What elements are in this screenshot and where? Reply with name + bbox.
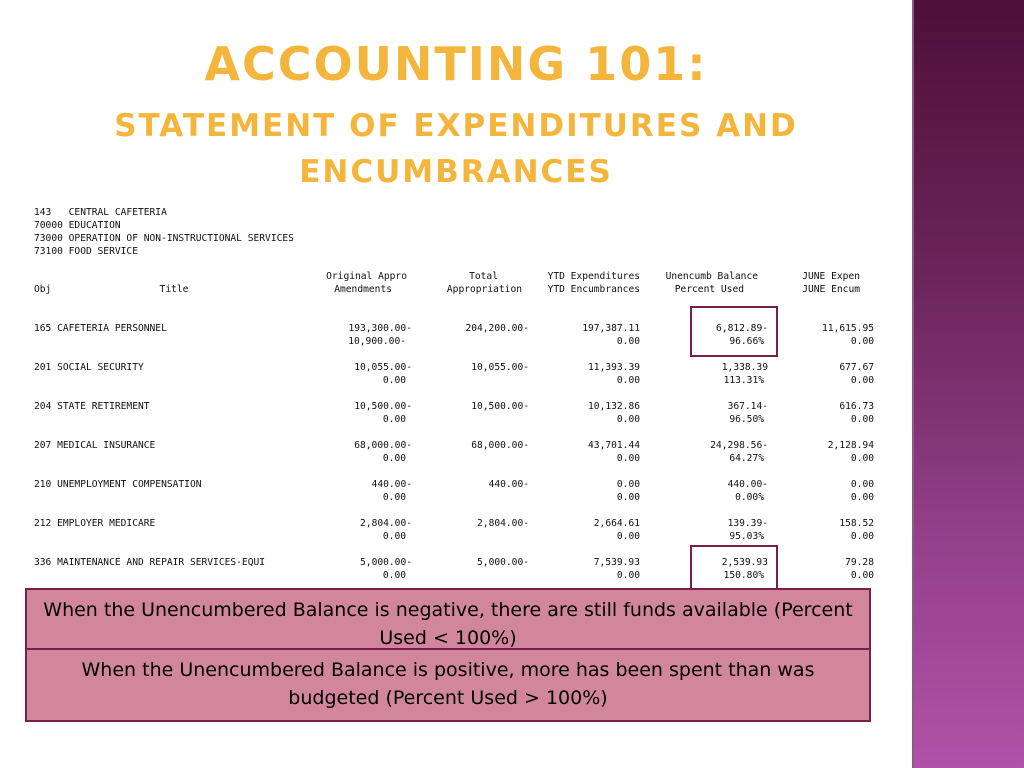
row-original: 5,000.00- [360, 557, 412, 568]
row-june-exp: 0.00 [850, 479, 874, 490]
column-header-percent-used: Percent Used [674, 284, 744, 295]
row-amendment: 0.00 [382, 453, 406, 464]
row-total: 10,500.00- [471, 401, 529, 412]
report-header-line: 73100 FOOD SERVICE [34, 246, 138, 257]
row-june-exp: 616.73 [839, 401, 874, 412]
row-total: 68,000.00- [471, 440, 529, 451]
column-header-obj: Obj [34, 284, 52, 295]
row-percent-used: 0.00% [735, 492, 764, 503]
row-obj-title: 212 EMPLOYER MEDICARE [34, 518, 156, 529]
row-total: 204,200.00- [465, 323, 529, 334]
row-obj-title: 336 MAINTENANCE AND REPAIR SERVICES-EQUI [34, 557, 266, 568]
callout-negative-balance: When the Unencumbered Balance is negative, there are still funds available (Percent Used < 100%) [25, 588, 871, 650]
row-amendment: 0.00 [382, 492, 406, 503]
row-ytd-enc: 0.00 [616, 453, 640, 464]
row-balance: 24,298.56- [710, 440, 768, 451]
row-june-enc: 0.00 [850, 336, 874, 347]
slide-title: ACCOUNTING 101: [204, 37, 708, 91]
row-original: 10,500.00- [354, 401, 412, 412]
row-original: 193,300.00- [348, 323, 412, 334]
row-june-exp: 158.52 [839, 518, 874, 529]
row-june-enc: 0.00 [850, 453, 874, 464]
row-balance: 440.00- [727, 479, 768, 490]
row-june-enc: 0.00 [850, 492, 874, 503]
column-header-appropriation: Appropriation [446, 284, 522, 295]
row-ytd-enc: 0.00 [616, 570, 640, 581]
row-amendment: 0.00 [382, 570, 406, 581]
row-percent-used: 96.50% [729, 414, 764, 425]
row-amendment: 0.00 [382, 414, 406, 425]
row-balance: 2,539.93 [721, 557, 768, 568]
row-june-enc: 0.00 [850, 375, 874, 386]
slide-subtitle-line1: STATEMENT OF EXPENDITURES AND [114, 108, 798, 144]
callout-positive-balance: When the Unencumbered Balance is positive, more has been spent than was budgeted (Percent Used > 100%) [25, 648, 871, 722]
column-header-june-encum: JUNE Encum [802, 284, 860, 295]
row-june-exp: 11,615.95 [822, 323, 874, 334]
report-header-line: 143 CENTRAL CAFETERIA [34, 207, 167, 218]
row-ytd-exp: 10,132.86 [588, 401, 640, 412]
highlight-box-negative-balance [690, 306, 778, 357]
row-total: 5,000.00- [477, 557, 529, 568]
row-obj-title: 210 UNEMPLOYMENT COMPENSATION [34, 479, 202, 490]
report-header-line: 70000 EDUCATION [34, 220, 121, 231]
column-header-ytd-encumbrances: YTD Encumbrances [547, 284, 640, 295]
column-header-total: Total [469, 271, 498, 282]
row-total: 10,055.00- [471, 362, 529, 373]
row-obj-title: 207 MEDICAL INSURANCE [34, 440, 156, 451]
row-ytd-enc: 0.00 [616, 336, 640, 347]
row-original: 68,000.00- [354, 440, 412, 451]
row-amendment: 0.00 [382, 531, 406, 542]
row-percent-used: 113.31% [723, 375, 764, 386]
row-obj-title: 204 STATE RETIREMENT [34, 401, 150, 412]
row-obj-title: 201 SOCIAL SECURITY [34, 362, 144, 373]
row-percent-used: 95.03% [729, 531, 764, 542]
row-percent-used: 96.66% [729, 336, 764, 347]
row-june-enc: 0.00 [850, 414, 874, 425]
row-total: 2,804.00- [477, 518, 529, 529]
row-ytd-exp: 0.00 [616, 479, 640, 490]
row-ytd-enc: 0.00 [616, 492, 640, 503]
row-ytd-exp: 11,393.39 [588, 362, 640, 373]
row-ytd-exp: 43,701.44 [588, 440, 640, 451]
decorative-side-band [912, 0, 1024, 768]
column-header-unencumb-balance: Unencumb Balance [665, 271, 758, 282]
row-balance: 6,812.89- [716, 323, 768, 334]
row-ytd-enc: 0.00 [616, 375, 640, 386]
row-original: 440.00- [371, 479, 412, 490]
row-june-exp: 79.28 [845, 557, 874, 568]
row-total: 440.00- [488, 479, 529, 490]
highlight-box-positive-balance [690, 545, 778, 591]
row-amendment: 0.00 [382, 375, 406, 386]
row-june-exp: 2,128.94 [827, 440, 874, 451]
row-balance: 367.14- [727, 401, 768, 412]
row-ytd-exp: 197,387.11 [582, 323, 640, 334]
row-percent-used: 150.80% [723, 570, 764, 581]
row-ytd-enc: 0.00 [616, 531, 640, 542]
row-original: 10,055.00- [354, 362, 412, 373]
row-june-enc: 0.00 [850, 531, 874, 542]
row-obj-title: 165 CAFETERIA PERSONNEL [34, 323, 167, 334]
column-header-ytd-expenditures: YTD Expenditures [547, 271, 640, 282]
column-header-june-expen: JUNE Expen [802, 271, 860, 282]
report-header-line: 73000 OPERATION OF NON-INSTRUCTIONAL SERVICES [34, 233, 294, 244]
row-balance: 139.39- [727, 518, 768, 529]
row-ytd-enc: 0.00 [616, 414, 640, 425]
row-balance: 1,338.39 [721, 362, 768, 373]
row-june-exp: 677.67 [839, 362, 874, 373]
column-header-original-appro: Original Appro [326, 271, 407, 282]
column-header-title: Title [159, 284, 189, 295]
row-june-enc: 0.00 [850, 570, 874, 581]
row-ytd-exp: 7,539.93 [593, 557, 640, 568]
row-percent-used: 64.27% [729, 453, 764, 464]
column-header-amendments: Amendments [334, 284, 392, 295]
row-amendment: 10,900.00- [348, 336, 406, 347]
row-original: 2,804.00- [360, 518, 412, 529]
row-ytd-exp: 2,664.61 [593, 518, 640, 529]
slide-subtitle-line2: ENCUMBRANCES [299, 154, 613, 190]
